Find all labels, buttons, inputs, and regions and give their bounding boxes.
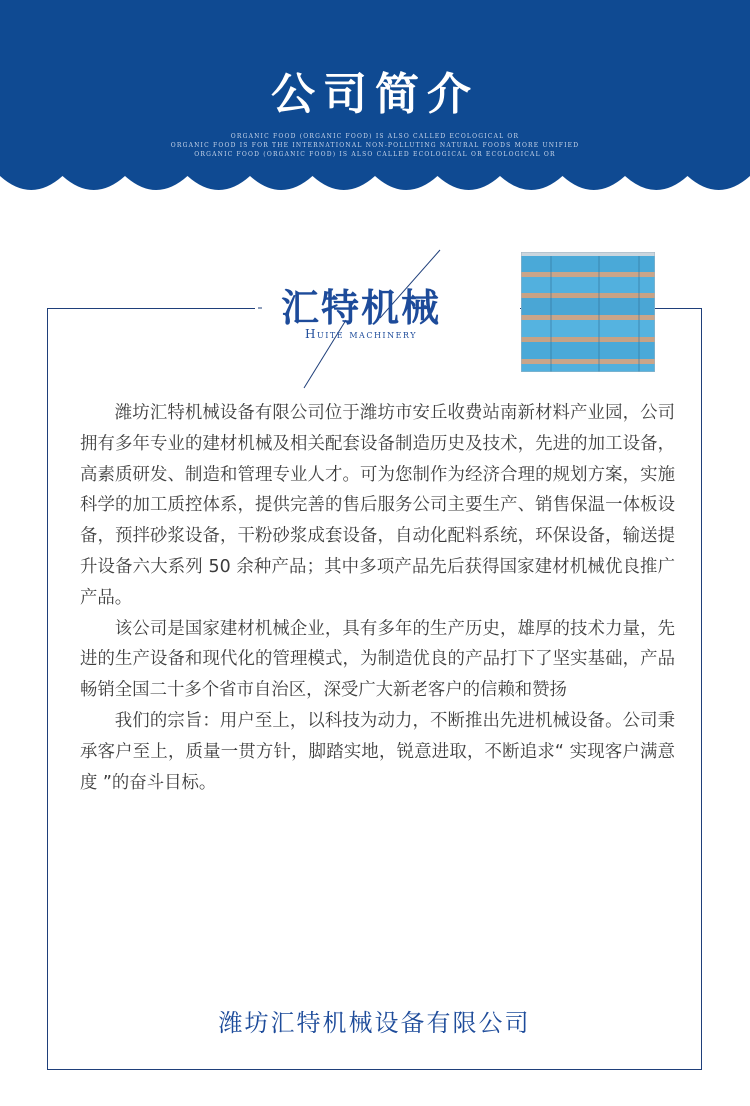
banner-subtitle-line: ORGANIC FOOD IS FOR THE INTERNATIONAL NON-POLLUTING NATURAL FOODS MORE UNIFIED	[170, 142, 580, 149]
intro-text	[80, 398, 675, 798]
intro-paragraph: 该公司是国家建材机械企业，具有多年的生产历史，雄厚的技术力量，先进的生产设备和现代化的管理模式，为制造优良的产品打下了坚实基础，产品畅销全国二十多个省市自治区，深受广大新老客户的信赖和赞扬	[80, 618, 675, 701]
brand-name-en: Huite machinery	[305, 327, 417, 341]
intro-paragraph: 我们的宗旨：用户至上，以科技为动力，不断推出先进机械设备。公司秉承客户至上，质量一贯方针，脚踏实地，锐意进取，不断追求“ 实现客户满意度 ”的奋斗目标。	[80, 710, 675, 793]
banner-subtitle-line: ORGANIC FOOD (ORGANIC FOOD) IS ALSO CALLED ECOLOGICAL OR	[230, 133, 520, 140]
intro-paragraph: 潍坊汇特机械设备有限公司位于潍坊市安丘收费站南新材料产业园，公司拥有多年专业的建材机械及相关配套设备制造历史及技术，先进的加工设备，高素质研发、制造和管理专业人才。可为您制作为经济合理的规划方案，实施科学的加工质控体系，提供完善的售后服务公司主要生产、销售保温一体板设备，预拌砂浆设备，干粉砂浆成套设备，自动化配料系统，环保设备，输送提升设备六大系列 50 余种产品；其中多项产品先后获得国家建材机械优良推广产品。	[80, 403, 675, 608]
brand-name-cn: 汇特机械	[280, 285, 441, 330]
insulation-panel-photo-icon	[521, 252, 655, 372]
page-title: 公司简介	[271, 69, 479, 120]
product-photo	[521, 252, 655, 372]
banner-subtitle-line: ORGANIC FOOD (ORGANIC FOOD) IS ALSO CALLED ECOLOGICAL OR ECOLOGICAL OR	[194, 151, 556, 158]
footer-company-name: 潍坊汇特机械设备有限公司	[218, 1009, 531, 1037]
